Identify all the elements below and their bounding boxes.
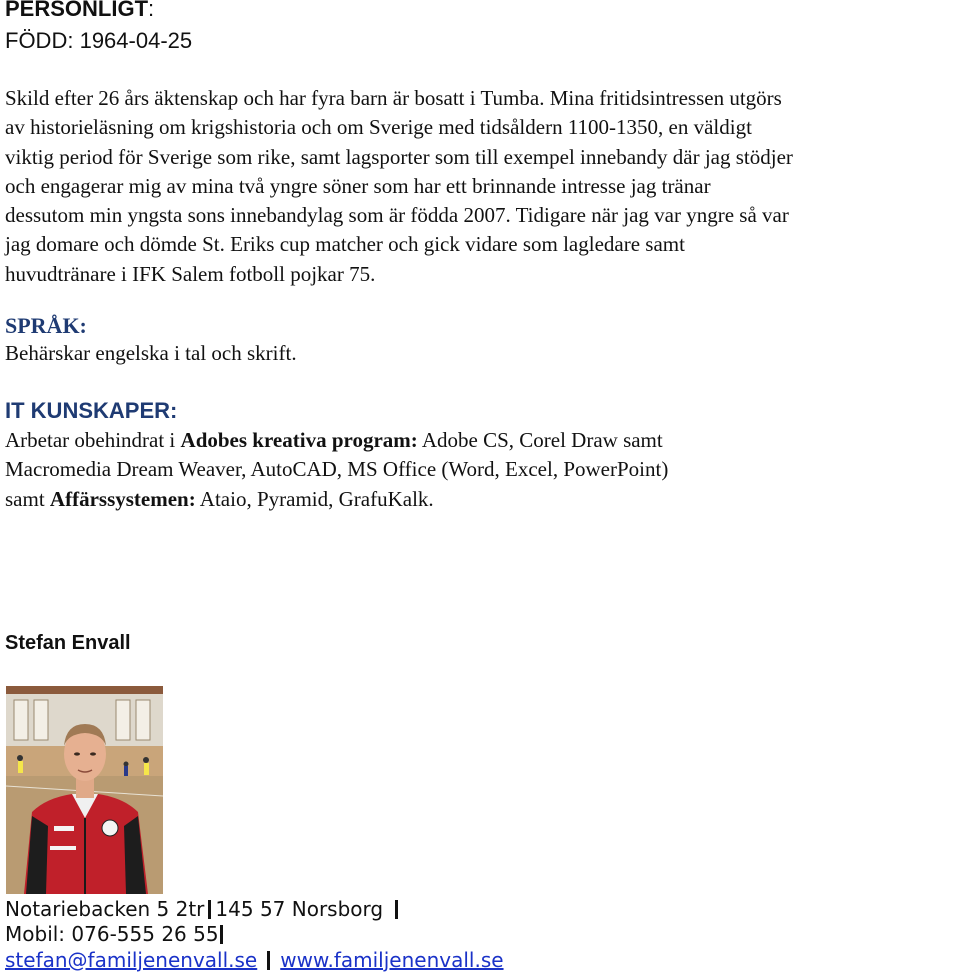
address-street: Notariebacken 5 2tr	[5, 897, 205, 921]
paragraph-line: viktig period för Sverige som rike, samt lagsporter som till exempel innebandy där jag stödjer	[5, 144, 793, 169]
separator-bar	[267, 951, 270, 970]
paragraph-line: huvudtränare i IFK Salem fotboll pojkar 75.	[5, 261, 376, 286]
separator-bar	[208, 900, 211, 919]
born-label: FÖDD:	[5, 28, 74, 53]
born-value: 1964-04-25	[79, 28, 193, 53]
it-skills-heading: IT KUNSKAPER:	[5, 398, 178, 423]
contact-phone	[5, 921, 227, 947]
it-line-1-post: Adobe CS, Corel Draw samt	[417, 428, 663, 452]
it-line-1-pre: Arbetar obehindrat i	[5, 428, 181, 452]
personal-heading-text: PERSONLIGT	[5, 0, 149, 21]
profile-photo	[6, 686, 163, 894]
contact-web	[5, 947, 504, 973]
profile-photo-illustration	[6, 686, 163, 894]
address-postal: 145 57 Norsborg	[215, 897, 384, 921]
contact-address	[5, 896, 402, 922]
languages-heading: SPRÅK:	[5, 313, 87, 338]
it-line-3-bold: Affärssystemen:	[49, 486, 196, 511]
personal-paragraph	[5, 84, 960, 289]
personal-heading-colon: :	[148, 0, 155, 21]
it-line-3-pre: samt	[5, 486, 50, 511]
separator-bar	[220, 925, 223, 944]
signature-name: Stefan Envall	[5, 632, 131, 654]
it-line-1-bold: Adobes kreativa program:	[180, 428, 418, 452]
languages-text: Behärskar engelska i tal och skrift.	[5, 341, 297, 365]
separator-bar	[395, 900, 398, 919]
paragraph-line: och engagerar mig av mina två yngre söner som har ett brinnande intresse jag tränar	[5, 173, 711, 198]
phone-number: Mobil: 076-555 26 55	[5, 922, 219, 946]
paragraph-line: av historieläsning om krigshistoria och om Sverige med tidsåldern 1100-1350, en väldigt	[5, 115, 752, 140]
paragraph-line: Skild efter 26 års äktenskap och har fyra barn är bosatt i Tumba. Mina fritidsintressen utgörs	[5, 86, 782, 110]
personal-heading	[5, 0, 154, 24]
it-line-2: Macromedia Dream Weaver, AutoCAD, MS Office (Word, Excel, PowerPoint)	[5, 457, 669, 482]
website-link[interactable]: www.familjenenvall.se	[280, 948, 504, 972]
it-line-3	[5, 485, 955, 514]
it-line-3-post: Ataio, Pyramid, GrafuKalk.	[195, 486, 434, 511]
it-line-1	[5, 426, 955, 455]
paragraph-line: dessutom min yngsta sons innebandylag som är födda 2007. Tidigare när jag var yngre så var	[5, 203, 789, 228]
email-link[interactable]: stefan@familjenenvall.se	[5, 948, 258, 972]
it-skills-text	[5, 426, 955, 514]
birth-date	[5, 26, 192, 56]
paragraph-line: jag domare och dömde St. Eriks cup matcher och gick vidare som lagledare samt	[5, 232, 685, 257]
